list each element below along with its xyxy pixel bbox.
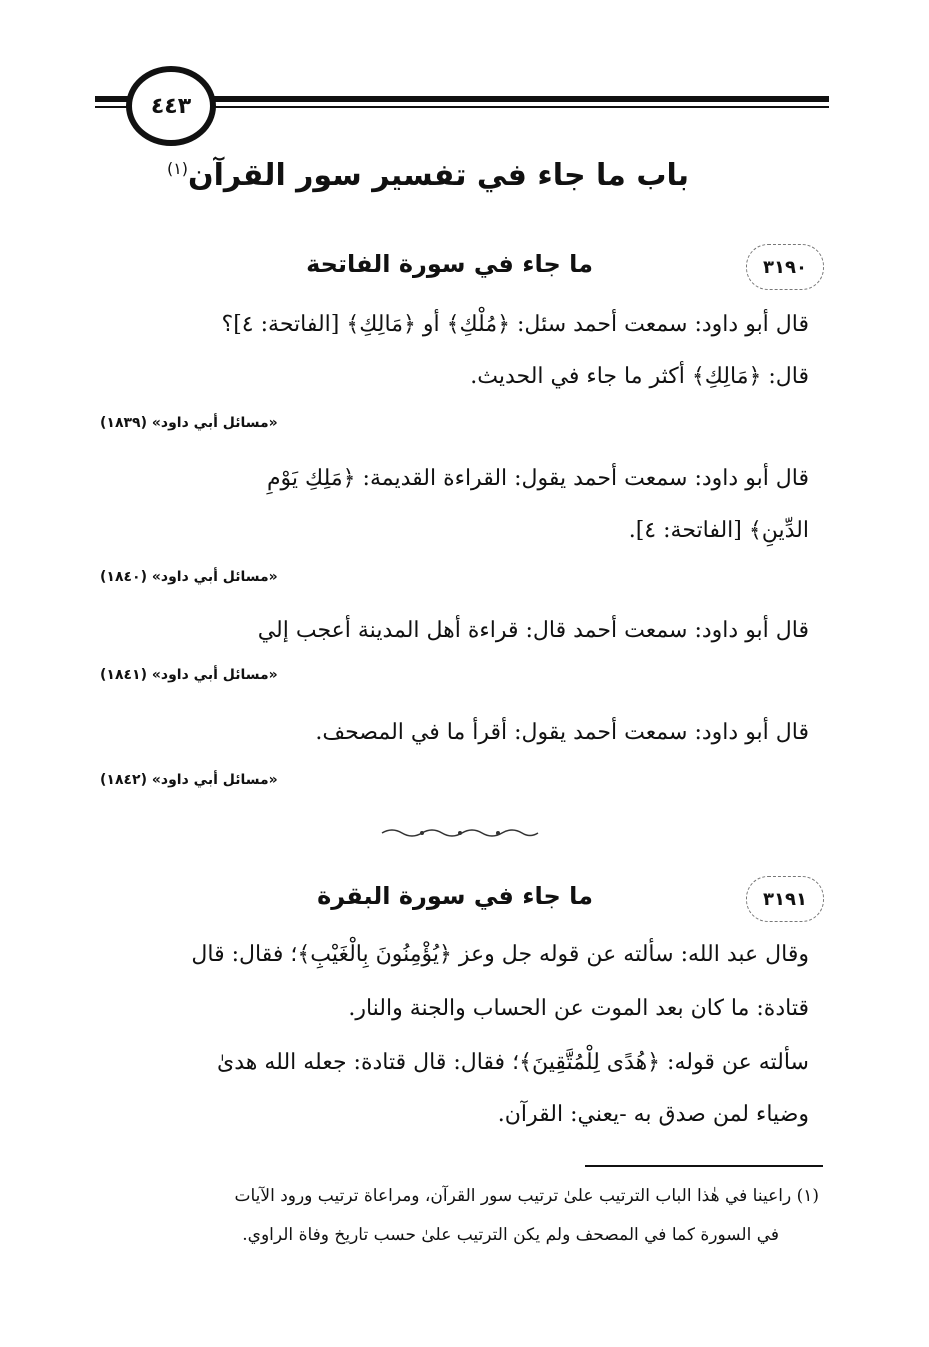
- text-line: قال أبو داود: سمعت أحمد يقول: أقرأ ما في المصحف.: [315, 720, 809, 745]
- text-line: وضياء لمن صدق به -يعني: القرآن.: [497, 1102, 809, 1127]
- footnote-line: (١) راعينا في هٰذا الباب الترتيب علىٰ ترتيب سور القرآن، ومراعاة ترتيب ورود الآيات: [234, 1186, 819, 1206]
- text-line: قال أبو داود: سمعت أحمد قال: قراءة أهل المدينة أعجب إلي: [257, 618, 809, 643]
- header-rule-thick: [200, 96, 829, 102]
- section-title: ما جاء في سورة الفاتحة: [306, 250, 593, 278]
- footnote-line: في السورة كما في المصحف ولم يكن الترتيب علىٰ حسب تاريخ وفاة الراوي.: [242, 1225, 779, 1245]
- chapter-title: [129, 158, 689, 193]
- text-line: قال أبو داود: سمعت أحمد سئل: ﴿مُلْكِ﴾ أو ﴿مَالِكِ﴾ [الفاتحة: ٤]؟: [221, 312, 809, 337]
- page-number-badge: [126, 66, 216, 146]
- source-citation: «مسائل أبي داود» (١٨٤٢): [100, 772, 278, 788]
- chapter-title-text: باب ما جاء في تفسير سور القرآن: [188, 158, 689, 193]
- text-line: قال أبو داود: سمعت أحمد يقول: القراءة القديمة: ﴿مَلِكِ يَوْمِ: [266, 466, 809, 491]
- text-line: وقال عبد الله: سألته عن قوله جل وعز ﴿يُؤْمِنُونَ بِالْغَيْبِ﴾؛ فقال: قال: [191, 942, 809, 967]
- section-number: ٣١٩١: [763, 888, 807, 910]
- chapter-title-footnote-ref: (١): [166, 159, 189, 178]
- header-rule-thin: [200, 106, 829, 108]
- source-citation: «مسائل أبي داود» (١٨٣٩): [100, 415, 278, 431]
- text-line: الدِّينِ﴾ [الفاتحة: ٤].: [628, 518, 809, 543]
- section-title: ما جاء في سورة البقرة: [317, 882, 593, 910]
- text-line: سألته عن قوله: ﴿هُدًى لِلْمُتَّقِينَ﴾؛ فقال: قال قتادة: جعله الله هدىٰ: [217, 1050, 809, 1075]
- section-number: ٣١٩٠: [763, 256, 807, 278]
- source-citation: «مسائل أبي داود» (١٨٤١): [100, 667, 278, 683]
- section-number-badge: [746, 876, 824, 922]
- text-line: قال: ﴿مَالِكِ﴾ أكثر ما جاء في الحديث.: [470, 364, 809, 389]
- source-citation: «مسائل أبي داود» (١٨٤٠): [100, 569, 278, 585]
- text-line: قتادة: ما كان بعد الموت عن الحساب والجنة والنار.: [348, 996, 809, 1021]
- footnote-rule: [585, 1165, 823, 1167]
- section-number-badge: [746, 244, 824, 290]
- page-number: ٤٤٣: [150, 93, 192, 119]
- ornament-divider: [380, 827, 540, 839]
